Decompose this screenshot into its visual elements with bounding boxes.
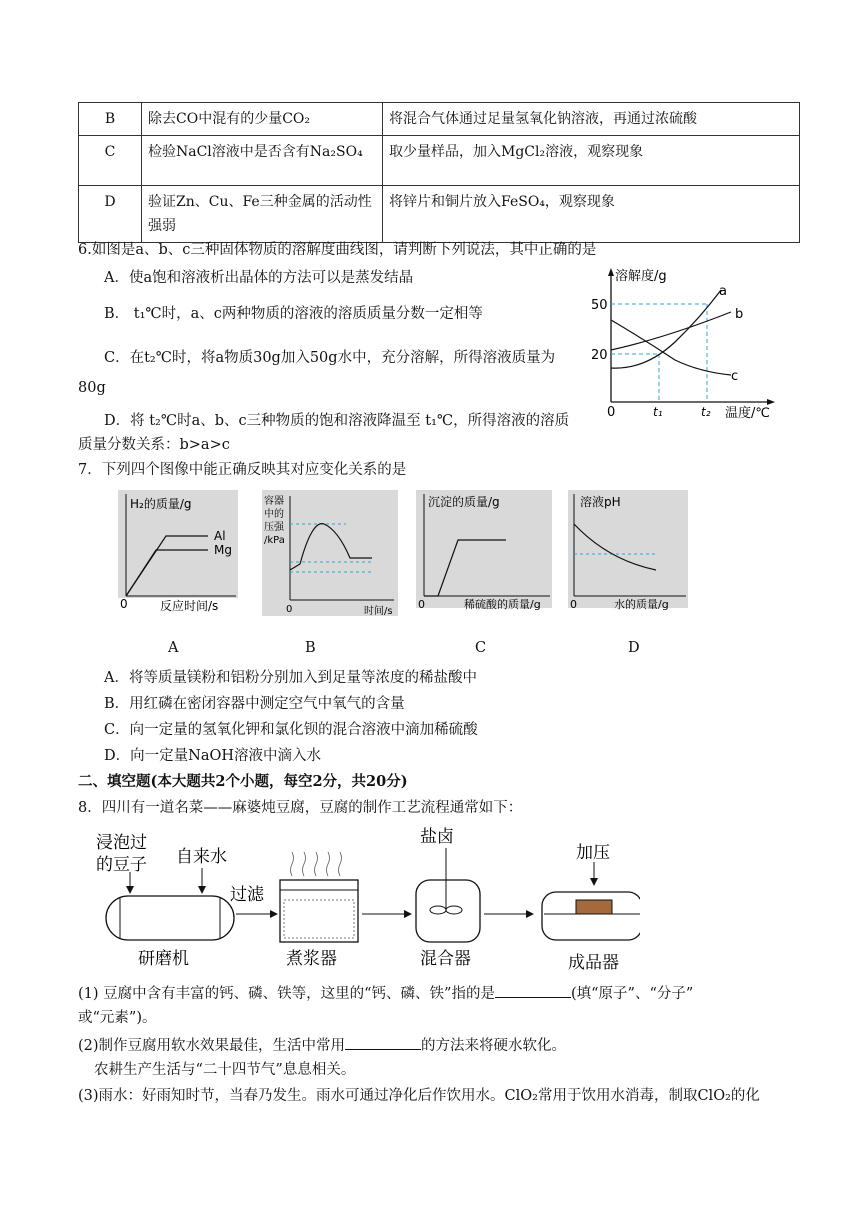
tofu-flow-diagram	[80, 818, 640, 976]
q6-option-d-cont: 质量分数关系：b>a>c	[78, 437, 230, 453]
ytick-50: 50	[591, 298, 608, 313]
row-purpose-line1: 验证Zn、Cu、Fe三种金属的活动性	[148, 194, 372, 210]
chart-xlabel: 温度/℃	[725, 406, 770, 421]
row-purpose: 检验NaCl溶液中是否含有Na₂SO₄	[142, 136, 383, 186]
options-table	[78, 102, 800, 243]
graph-b-xlabel: 时间/s	[364, 606, 393, 617]
row-key: B	[79, 103, 142, 136]
curve-a	[611, 290, 721, 368]
flow-soy-1: 浸泡过	[96, 833, 147, 853]
row-key: D	[79, 186, 142, 243]
grinder-shape	[106, 896, 234, 940]
steam-icon	[291, 852, 342, 876]
q8-part2-tail: 的方法来将硬水软化。	[421, 1038, 567, 1054]
q6-option-b: B． t₁℃时，a、c两种物质的溶液的溶质质量分数一定相等	[104, 306, 483, 322]
graph-a-label-mg: Mg	[214, 543, 232, 557]
chart-origin: 0	[607, 405, 616, 420]
label-a: a	[719, 284, 727, 299]
flow-arrowhead-boiler	[404, 910, 412, 918]
q8-part2	[78, 1034, 566, 1055]
flow-soy-2: 的豆子	[96, 855, 147, 875]
table-row	[79, 186, 800, 243]
row-purpose: 除去CO中混有的少量CO₂	[142, 103, 383, 136]
answer-blank-1[interactable]	[495, 985, 571, 998]
q8-part1-cont: 或“元素”)。	[78, 1010, 157, 1026]
q6-stem: 6.如图是a、b、c三种固体物质的溶解度曲线图，请判断下列说法，其中正确的是	[78, 242, 597, 258]
row-purpose	[142, 186, 383, 243]
flow-press-label: 加压	[576, 843, 610, 863]
graph-letter-a: A	[168, 640, 179, 656]
graph-b-origin: 0	[286, 604, 293, 615]
row-method: 将混合气体通过足量氢氧化钠溶液，再通过浓硫酸	[383, 103, 800, 136]
product-shape	[542, 892, 640, 940]
mixer-shape	[416, 880, 480, 942]
q6-option-c-cont: 80g	[78, 380, 106, 396]
q7-option-a: A．将等质量镁粉和铝粉分别加入到足量等浓度的稀盐酸中	[104, 670, 477, 686]
xtick-t1: t₁	[653, 405, 663, 419]
graph-c-origin: 0	[418, 598, 425, 611]
q6-option-a: A．使a饱和溶液析出晶体的方法可以是蒸发结晶	[104, 270, 414, 286]
tofu-block	[576, 900, 612, 914]
graph-letter-b: B	[305, 640, 316, 656]
q7-stem: 7．下列四个图像中能正确反映其对应变化关系的是	[78, 462, 407, 478]
chart-ylabel: 溶解度/g	[615, 269, 667, 284]
graph-b-ylabel-4: /kPa	[264, 535, 285, 546]
answer-blank-2[interactable]	[345, 1037, 421, 1050]
graph-b	[262, 490, 400, 618]
graph-a-label-al: Al	[214, 529, 226, 543]
x-axis-arrow	[767, 399, 775, 405]
q8-part1-hint: (填“原子”、“分子”	[570, 986, 694, 1002]
q8-part1	[78, 982, 693, 1003]
graph-d-ylabel: 溶液pH	[580, 495, 621, 509]
graph-a-origin: 0	[120, 597, 128, 611]
flow-arrowhead-water	[198, 886, 206, 894]
graph-letter-d: D	[628, 640, 640, 656]
q7-option-b: B．用红磷在密闭容器中测定空气中氧气的含量	[104, 696, 405, 712]
section-2-heading: 二、填空题(本大题共2个小题，每空2分，共20分)	[78, 773, 408, 790]
y-axis-arrow	[608, 268, 614, 276]
q8-stem: 8．四川有一道名菜——麻婆炖豆腐，豆腐的制作工艺流程通常如下：	[78, 800, 523, 816]
flow-product-label: 成品器	[568, 953, 619, 973]
mixer-blade-left	[430, 906, 446, 914]
graph-d	[568, 490, 698, 618]
graph-b-ylabel-2: 中的	[264, 509, 284, 520]
flow-arrowhead-mixer	[526, 910, 534, 918]
graph-c-ylabel: 沉淀的质量/g	[428, 495, 500, 509]
solubility-chart	[585, 262, 785, 427]
label-c: c	[731, 369, 739, 384]
row-method: 将锌片和铜片放入FeSO₄，观察现象	[383, 186, 800, 243]
table-row	[79, 103, 800, 136]
flow-brine-label: 盐卤	[420, 827, 454, 847]
q7-option-d: D．向一定量NaOH溶液中滴入水	[104, 748, 321, 764]
label-b: b	[735, 307, 744, 322]
mixer-blade-right	[446, 906, 462, 914]
graph-d-origin: 0	[570, 598, 577, 611]
flow-boiler-label: 煮浆器	[286, 949, 337, 969]
graph-c	[416, 490, 556, 618]
flow-water: 自来水	[176, 847, 227, 867]
graph-letter-c: C	[475, 640, 487, 656]
graph-b-ylabel-3: 压强	[264, 522, 284, 533]
flow-grinder-label: 研磨机	[138, 949, 189, 969]
q8-part1-text: (1) 豆腐中含有丰富的钙、磷、铁等，这里的“钙、磷、铁”指的是	[78, 986, 495, 1002]
graph-a-xlabel: 反应时间/s	[160, 599, 219, 613]
q6-option-d: D．将 t₂℃时a、b、c三种物质的饱和溶液降温至 t₁℃，所得溶液的溶质	[104, 413, 570, 429]
row-method: 取少量样品，加入MgCl₂溶液，观察现象	[383, 136, 800, 186]
boiler-shape	[280, 880, 358, 942]
q7-option-c: C．向一定量的氢氧化钾和氯化钡的混合溶液中滴加稀硫酸	[104, 722, 478, 738]
q8-part3: (3)雨水：好雨知时节，当春乃发生。雨水可通过净化后作饮用水。ClO₂常用于饮用水消毒，制取ClO₂的化	[78, 1088, 760, 1104]
graph-d-xlabel: 水的质量/g	[614, 598, 669, 611]
table-row	[79, 136, 800, 186]
xtick-t2: t₂	[701, 405, 711, 419]
flow-arrowhead-soy	[126, 886, 134, 894]
row-purpose-line2: 强弱	[148, 218, 176, 234]
graph-c-xlabel: 稀硫酸的质量/g	[464, 598, 541, 611]
q6-option-c: C．在t₂℃时，将a物质30g加入50g水中，充分溶解，所得溶液质量为	[104, 350, 556, 366]
ytick-20: 20	[591, 348, 608, 363]
q8-intro: 农耕生产生活与“二十四节气”息息相关。	[94, 1062, 356, 1078]
graph-b-ylabel-1: 容器	[264, 496, 284, 507]
flow-filter-label: 过滤	[230, 885, 264, 905]
flow-mixer-label: 混合器	[420, 949, 471, 969]
flow-arrowhead-filter	[270, 910, 278, 918]
graph-a-ylabel: H₂的质量/g	[130, 497, 192, 511]
graph-a	[116, 488, 246, 616]
q8-part2-text: (2)制作豆腐用软水效果最佳，生活中常用	[78, 1038, 346, 1054]
row-key: C	[79, 136, 142, 186]
flow-arrowhead-press	[590, 878, 598, 886]
